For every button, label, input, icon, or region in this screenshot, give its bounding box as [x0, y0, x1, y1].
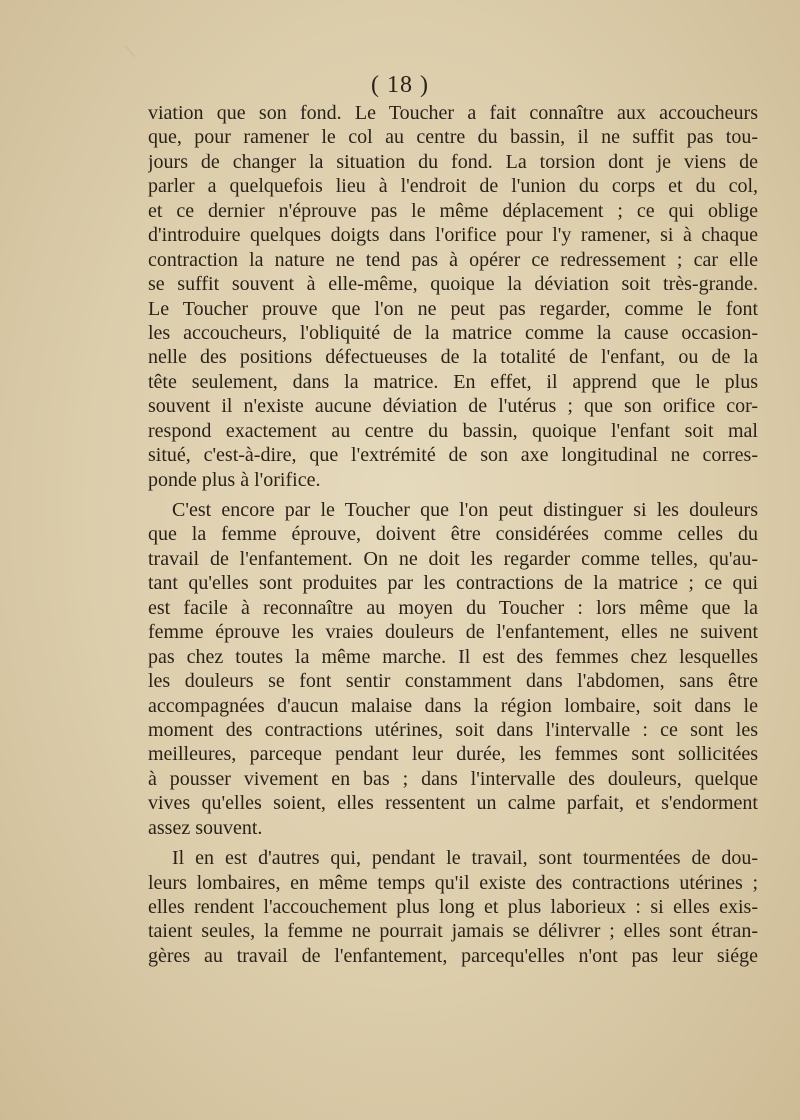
text-line: tête seulement, dans la matrice. En effet, il apprend que le plus	[148, 370, 758, 393]
text-line: pas chez toutes la même marche. Il est des femmes chez lesquelles	[148, 645, 758, 668]
text-line: C'est encore par le Toucher que l'on peut distinguer si les douleurs	[172, 499, 758, 521]
text-line: d'introduire quelques doigts dans l'orifice pour l'y ramener, si à chaque	[148, 224, 758, 247]
text-line: accompagnées d'aucun malaise dans la région lombaire, soit dans le	[148, 694, 758, 717]
text-line: assez souvent.	[148, 816, 263, 839]
text-line: à pousser vivement en bas ; dans l'intervalle des douleurs, quelque	[148, 767, 758, 790]
text-line: jours de changer la situation du fond. La torsion dont je viens de	[148, 150, 758, 173]
text-line: vives qu'elles soient, elles ressentent un calme parfait, et s'endorment	[148, 792, 758, 815]
text-line: nelle des positions défectueuses de la totalité de l'enfant, ou de la	[148, 346, 758, 369]
text-line: gères au travail de l'enfantement, parcequ'elles n'ont pas leur siége	[148, 944, 758, 967]
text-line: et ce dernier n'éprouve pas le même déplacement ; ce qui oblige	[148, 199, 758, 222]
page-stain	[125, 37, 145, 57]
paragraph	[148, 101, 758, 492]
text-line: leurs lombaires, en même temps qu'il existe des contractions utérines ;	[148, 871, 758, 894]
text-line: les douleurs se font sentir constamment dans l'abdomen, sans être	[148, 670, 758, 693]
text-line: que la femme éprouve, doivent être considérées comme celles du	[148, 523, 758, 546]
page-number: ( 18 )	[371, 72, 429, 98]
text-line: femme éprouve les vraies douleurs de l'enfantement, elles ne suivent	[148, 621, 758, 644]
text-line: viation que son fond. Le Toucher a fait connaître aux accoucheurs	[148, 102, 758, 124]
text-line: contraction la nature ne tend pas à opérer ce redressement ; car elle	[148, 248, 758, 271]
text-line: les accoucheurs, l'obliquité de la matrice comme la cause occasion-	[148, 321, 758, 344]
text-line: se suffit souvent à elle-même, quoique la déviation soit très-grande.	[148, 273, 758, 296]
text-line: Il en est d'autres qui, pendant le travail, sont tourmentées de dou-	[172, 847, 758, 870]
text-line: travail de l'enfantement. On ne doit les regarder comme telles, qu'au-	[148, 547, 758, 570]
text-line: situé, c'est-à-dire, que l'extrémité de son axe longitudinal ne corres-	[148, 444, 758, 467]
text-line: Le Toucher prouve que l'on ne peut pas regarder, comme le font	[148, 297, 758, 320]
text-line: meilleures, parceque pendant leur durée, les femmes sont sollicitées	[148, 743, 758, 766]
text-line: est facile à reconnaître au moyen du Toucher : lors même que la	[148, 596, 758, 619]
text-line: tant qu'elles sont produites par les contractions de la matrice ; ce qui	[148, 572, 758, 595]
text-line: moment des contractions utérines, soit dans l'intervalle : ce sont les	[148, 718, 758, 741]
text-line: elles rendent l'accouchement plus long et plus laborieux : si elles exis-	[148, 896, 758, 918]
text-line: taient seules, la femme ne pourrait jamais se délivrer ; elles sont étran-	[148, 920, 758, 943]
text-line: parler a quelquefois lieu à l'endroit de l'union du corps et du col,	[148, 175, 758, 198]
text-line: ponde plus à l'orifice.	[148, 468, 321, 491]
paragraph	[148, 846, 758, 968]
body-text	[148, 101, 758, 968]
text-line: respond exactement au centre du bassin, quoique l'enfant soit mal	[148, 419, 758, 442]
paragraph	[148, 498, 758, 840]
text-line: que, pour ramener le col au centre du bassin, il ne suffit pas tou-	[148, 126, 758, 149]
text-line: souvent il n'existe aucune déviation de l'utérus ; que son orifice cor-	[148, 395, 758, 418]
